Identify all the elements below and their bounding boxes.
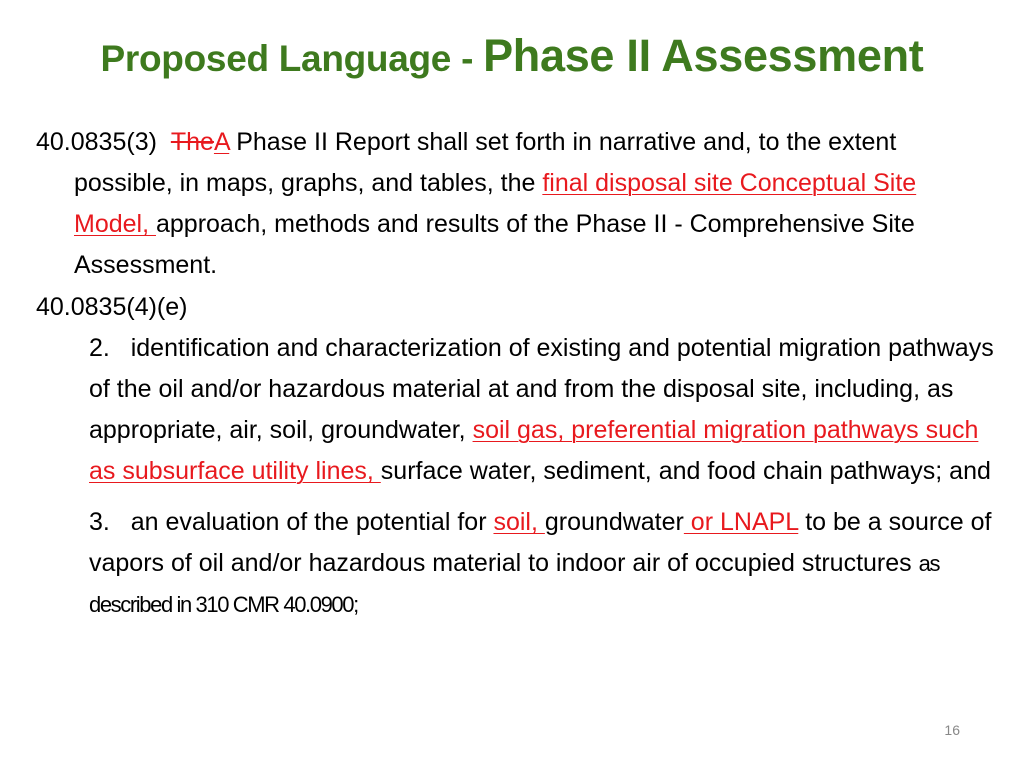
item3-number: 3. [89,508,110,536]
list-item-3 [89,502,996,625]
section1-text2: approach, methods and results of the Phase II - Comprehensive Site Assessment. [74,210,915,279]
inserted-soil-gas-pathways: soil gas, preferential migration pathways such as subsurface utility lines, [89,416,979,485]
page-number: 16 [944,722,960,738]
section1-ref: 40.0835(3) [36,128,157,156]
item3-text3: to be a source of vapors of oil and/or hazardous material to indoor air of occupied structures [89,508,992,577]
deleted-the: The [170,128,214,156]
inserted-conceptual-site-model: final disposal site Conceptual Site Model, [74,169,917,238]
section-40-0835-3 [36,122,996,286]
inserted-or-lnapl: or LNAPL [683,508,799,536]
item2-text1: identification and characterization of existing and potential migration pathways of the oil and/or hazardous material at and from the disposal site, including, as appropriate, air, soil, groundwater, [89,334,994,444]
item3-text1: an evaluation of the potential for [130,508,494,536]
item2-text2: surface water, sediment, and food chain pathways; and [380,457,991,485]
slide-title [0,26,1024,89]
item3-text2: groundwater [544,508,684,536]
slide-title-part2: Phase II Assessment [483,30,924,81]
item3-text4: as described in 310 CMR 40.0900; [89,551,940,617]
section2-ref: 40.0835(4)(e) [36,293,188,321]
list-item-2 [89,328,996,492]
slide-body [36,122,996,625]
slide-title-part1: Proposed Language - [100,38,484,79]
section-40-0835-4-e [36,287,996,328]
inserted-soil: soil, [493,508,545,536]
item2-number: 2. [89,334,110,362]
inserted-a: A [213,128,230,156]
section1-text1: Phase II Report shall set forth in narrative and, to the extent possible, in maps, graphs, and tables, the [74,128,897,197]
